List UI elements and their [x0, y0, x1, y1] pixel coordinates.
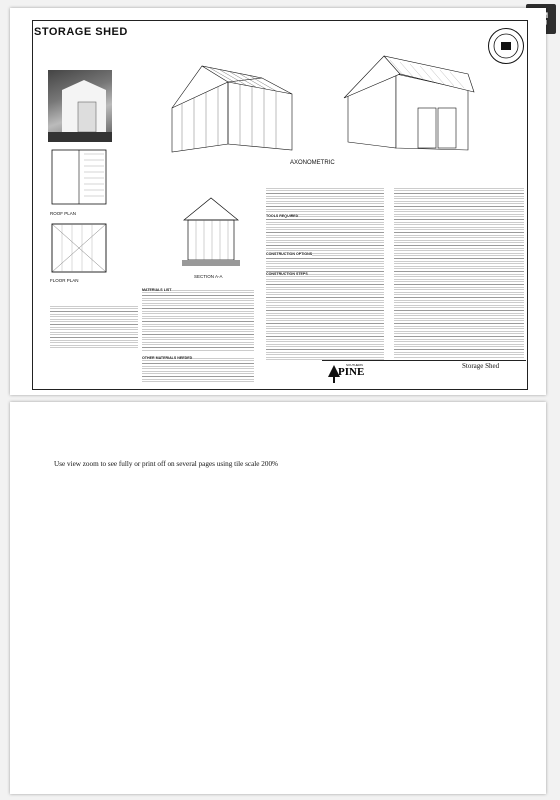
other-materials-text [142, 356, 254, 384]
roof-plan-label: ROOF PLAN [50, 211, 77, 216]
roof-plan-drawing [48, 146, 110, 208]
section-drawing [178, 194, 244, 270]
construction-options-heading: CONSTRUCTION OPTIONS [266, 252, 313, 256]
document-page-1 [10, 8, 546, 395]
instructions-column-1 [266, 186, 384, 360]
title-block-drawing-title: Storage Shed [462, 362, 500, 370]
materials-list-heading: MATERIALS LIST [142, 288, 172, 292]
zoom-print-note: Use view zoom to see fully or print off on several pages using tile scale 200% [54, 460, 279, 468]
other-materials-heading: OTHER MATERIALS NEEDED [142, 356, 193, 360]
axonometric-label: AXONOMETRIC [290, 160, 335, 166]
southern-pine-logo: SOUTHERN PINE [328, 363, 378, 385]
floor-plan-drawing [48, 220, 110, 276]
shed-finished-axonometric [340, 50, 480, 158]
approval-stamp [488, 28, 524, 64]
instructions-column-2 [394, 186, 524, 358]
tools-heading: TOOLS REQUIRED [266, 214, 299, 218]
intro-notes-text [50, 304, 138, 348]
section-label: SECTION A-A [194, 274, 223, 279]
construction-steps-heading: CONSTRUCTION STEPS [266, 272, 308, 276]
shed-frame-axonometric [158, 48, 330, 160]
page-title: STORAGE SHED [34, 26, 128, 38]
floor-plan-label: FLOOR PLAN [50, 278, 79, 283]
shed-photo [48, 70, 112, 142]
materials-list-table [142, 288, 254, 352]
